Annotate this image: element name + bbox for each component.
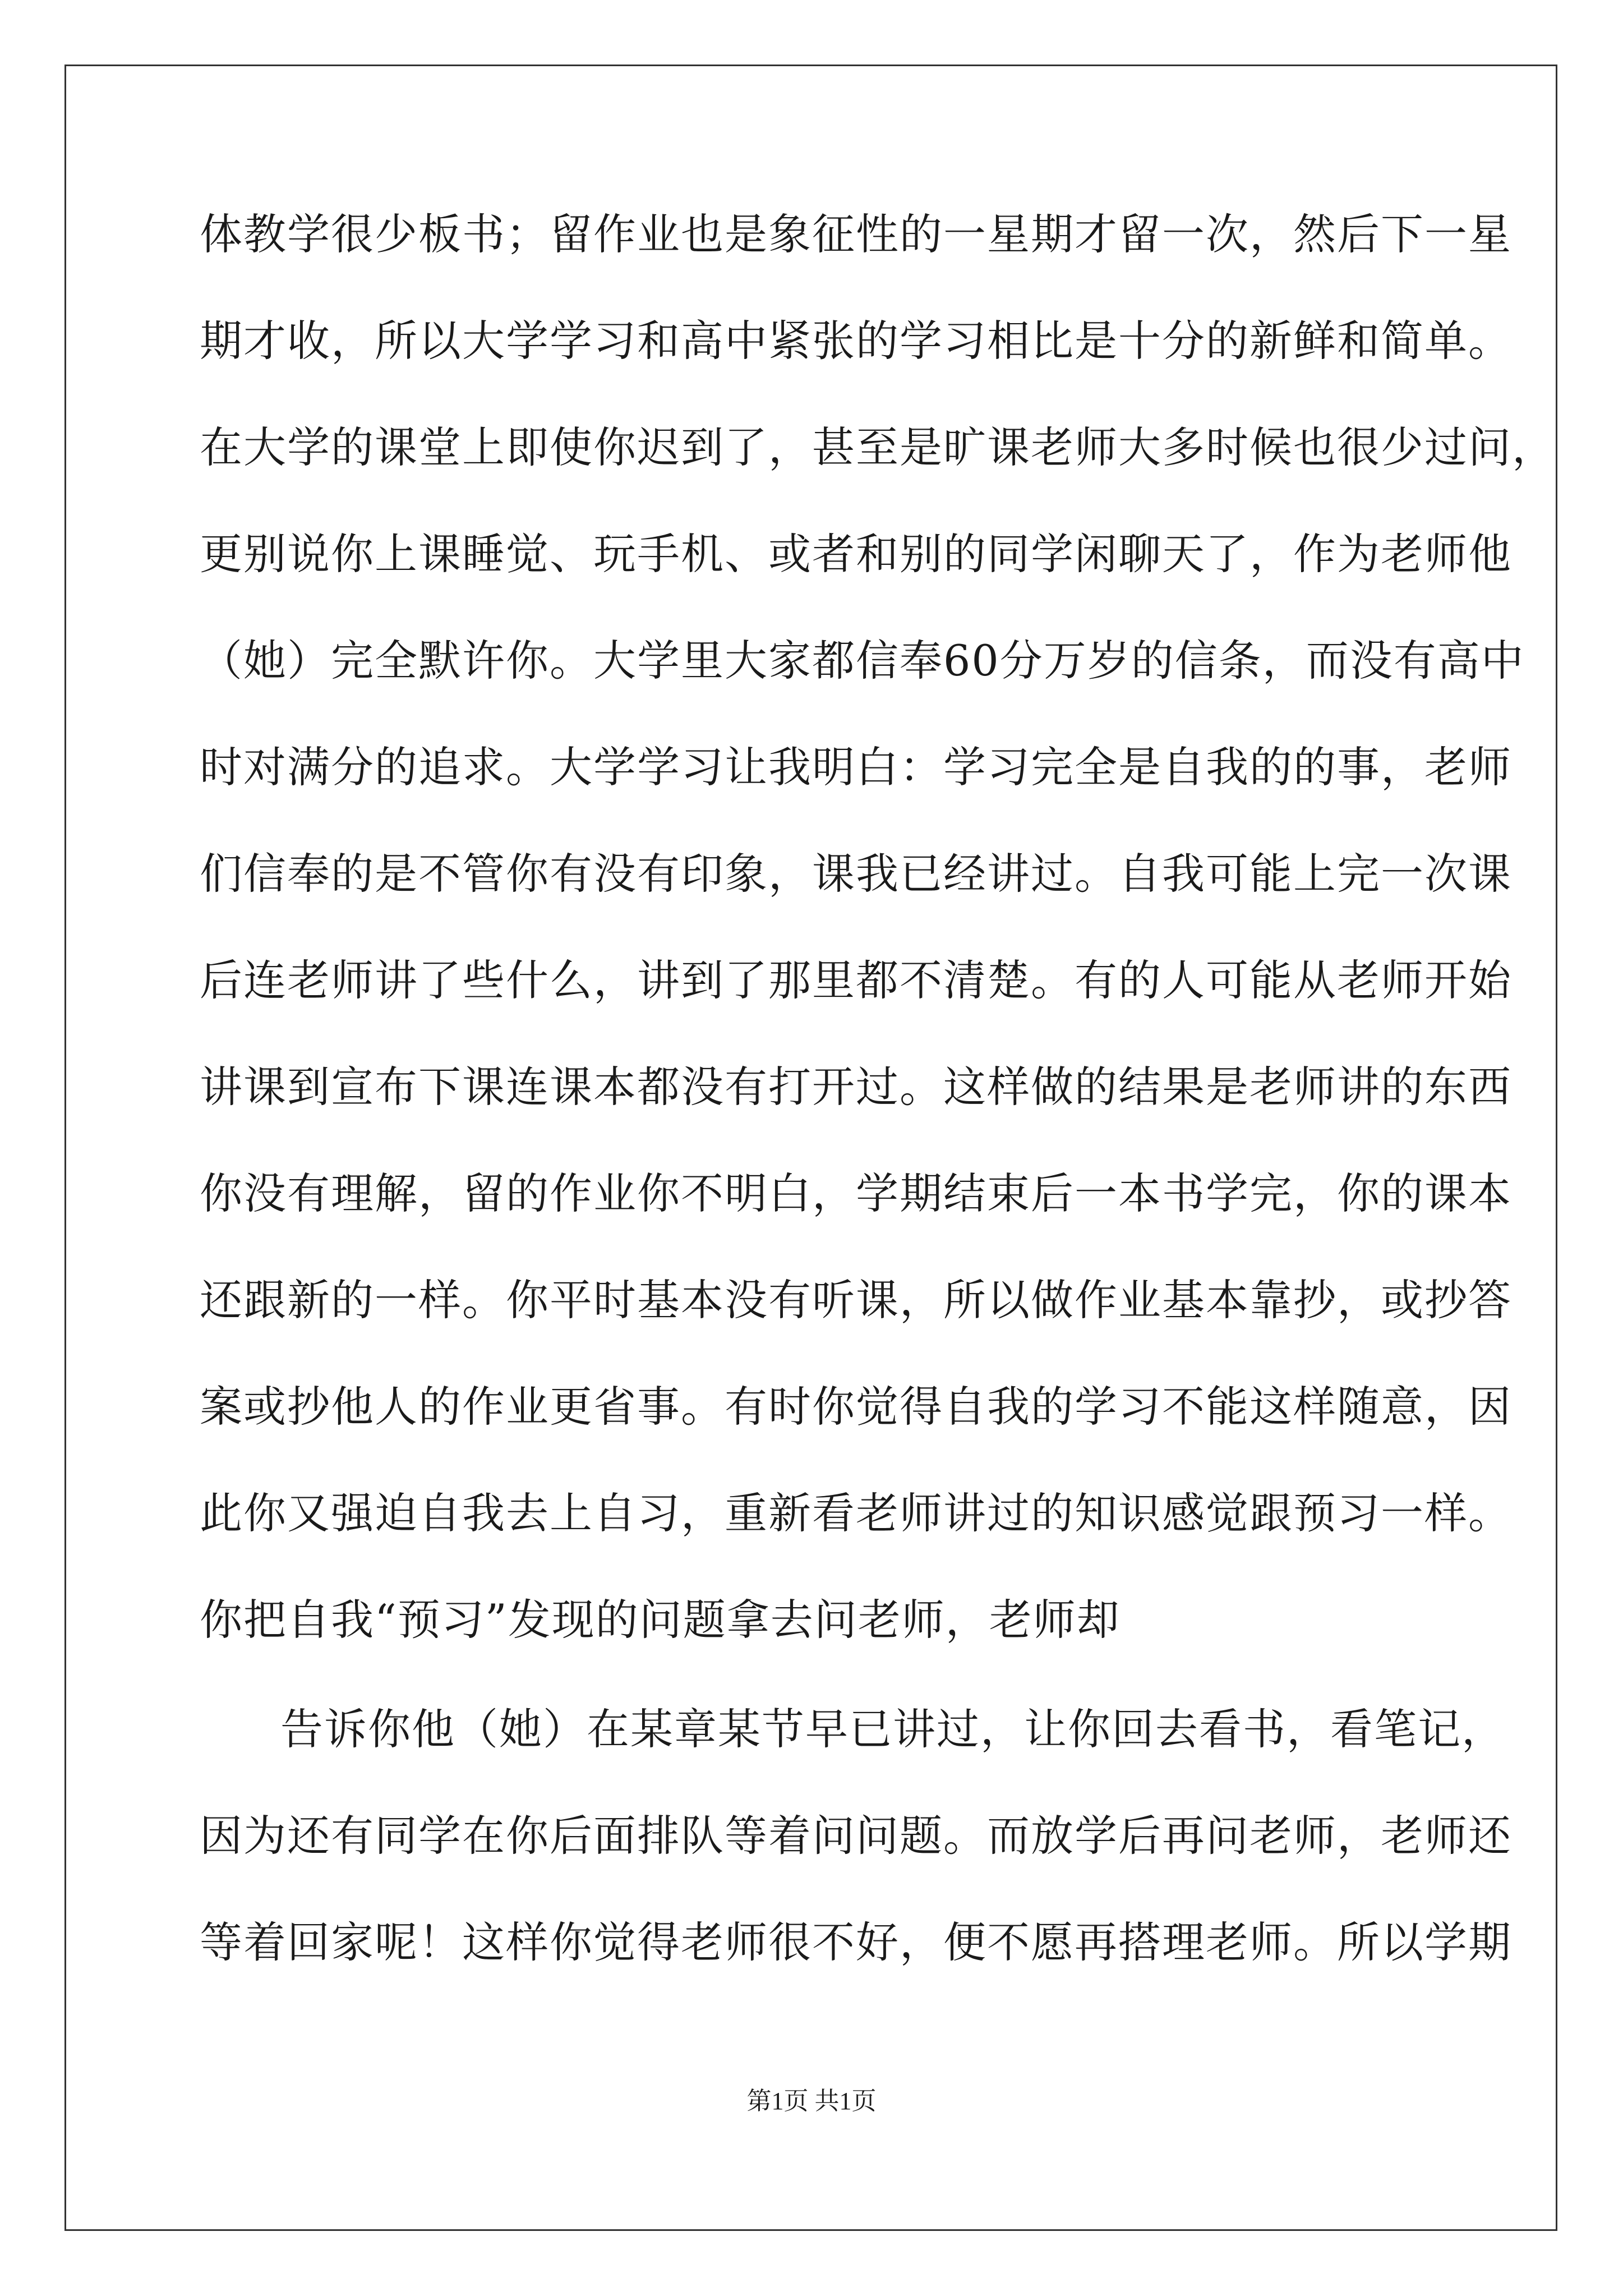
text-line: 案或抄他人的作业更省事。有时你觉得自我的学习不能这样随意，因 xyxy=(200,1382,1512,1432)
text-line: 你没有理解，留的作业你不明白，学期结束后一本书学完，你的课本 xyxy=(200,1168,1512,1218)
text-line: 你把自我“预习”发现的问题拿去问老师，老师却 xyxy=(200,1595,1121,1645)
text-line: 在大学的课堂上即使你迟到了，甚至是旷课老师大多时候也很少过问， xyxy=(200,422,1556,472)
text-line: 还跟新的一样。你平时基本没有听课，所以做作业基本靠抄，或抄答 xyxy=(200,1275,1512,1325)
text-line: 后连老师讲了些什么，讲到了那里都不清楚。有的人可能从老师开始 xyxy=(200,955,1512,1005)
text-line: 更别说你上课睡觉、玩手机、或者和别的同学闲聊天了，作为老师他 xyxy=(200,529,1512,579)
text-line: 时对满分的追求。大学学习让我明白：学习完全是自我的的事，老师 xyxy=(200,742,1512,792)
text-line: 此你又强迫自我去上自习，重新看老师讲过的知识感觉跟预习一样。 xyxy=(200,1488,1512,1538)
text-line: 期才收，所以大学学习和高中紧张的学习相比是十分的新鲜和简单。 xyxy=(200,316,1512,366)
text-line: 因为还有同学在你后面排队等着问问题。而放学后再问老师，老师还 xyxy=(200,1811,1512,1861)
text-line: 等着回家呢！这样你觉得老师很不好，便不愿再搭理老师。所以学期 xyxy=(200,1917,1512,1967)
page-border xyxy=(64,65,1557,2231)
paragraph-first-line: 告诉你他（她）在某章某节早已讲过，让你回去看书，看笔记， xyxy=(280,1704,1505,1754)
text-line: 讲课到宣布下课连课本都没有打开过。这样做的结果是老师讲的东西 xyxy=(200,1062,1512,1112)
page-number-footer: 第1页 共1页 xyxy=(746,2087,877,2115)
text-line: 们信奉的是不管你有没有印象，课我已经讲过。自我可能上完一次课 xyxy=(200,849,1512,899)
text-line: 体教学很少板书；留作业也是象征性的一星期才留一次，然后下一星 xyxy=(200,209,1512,259)
text-line: （她）完全默许你。大学里大家都信奉60分万岁的信条，而没有高中 xyxy=(200,636,1525,685)
